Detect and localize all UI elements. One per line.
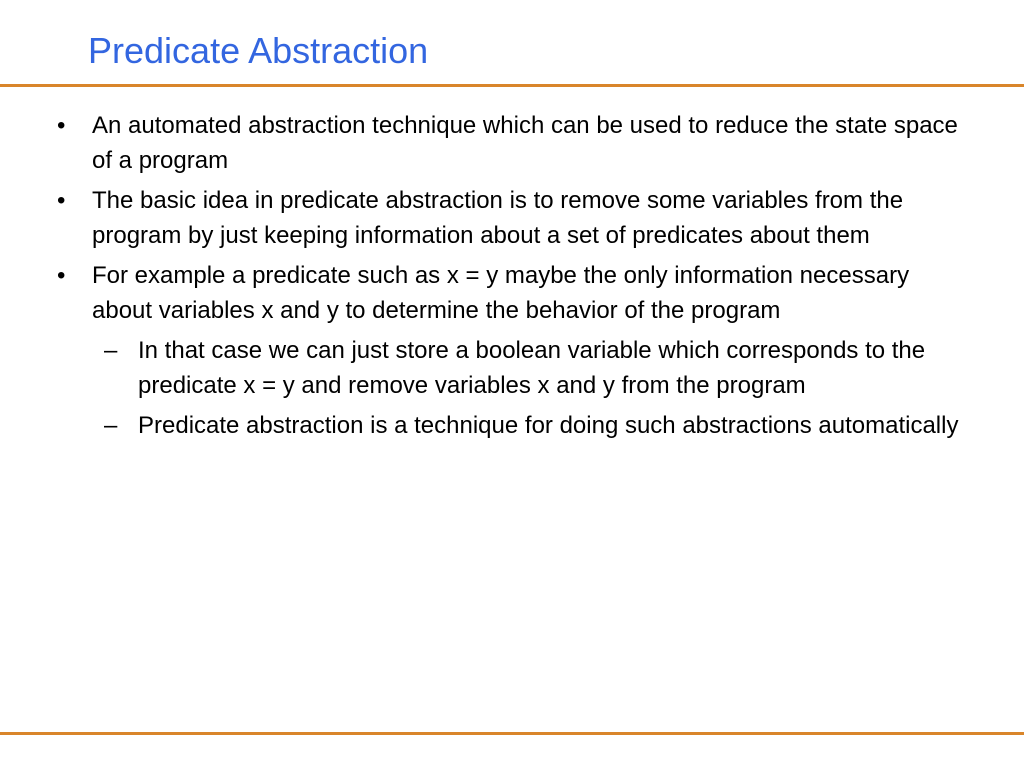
top-divider — [0, 84, 1024, 87]
slide-body — [0, 109, 1000, 450]
sub-bullet-text: In that case we can just store a boolean variable which corresponds to the predicate x = y and remove variables x and y from the program — [138, 337, 926, 399]
sub-bullet-marker: – — [104, 337, 118, 364]
bottom-divider — [0, 732, 1024, 735]
slide-title: Predicate Abstraction — [88, 30, 429, 71]
bullet-item — [0, 259, 972, 328]
bullet-marker: • — [57, 187, 66, 214]
sub-bullet-item — [0, 334, 972, 403]
bullet-text: An automated abstraction technique which can be used to reduce the state space of a program — [92, 112, 958, 174]
bullet-item — [0, 184, 972, 253]
sub-bullet-marker: – — [104, 412, 118, 439]
sub-bullet-text: Predicate abstraction is a technique for doing such abstractions automatically — [138, 412, 959, 439]
bullet-marker: • — [57, 112, 66, 139]
sub-bullet-item — [0, 409, 972, 444]
bullet-marker: • — [57, 262, 66, 289]
bullet-item — [0, 109, 972, 178]
bullet-text: For example a predicate such as x = y maybe the only information necessary about variables x and y to determine the behavior of the program — [92, 262, 910, 324]
bullet-text: The basic idea in predicate abstraction is to remove some variables from the program by just keeping information about a set of predicates about them — [92, 187, 904, 249]
